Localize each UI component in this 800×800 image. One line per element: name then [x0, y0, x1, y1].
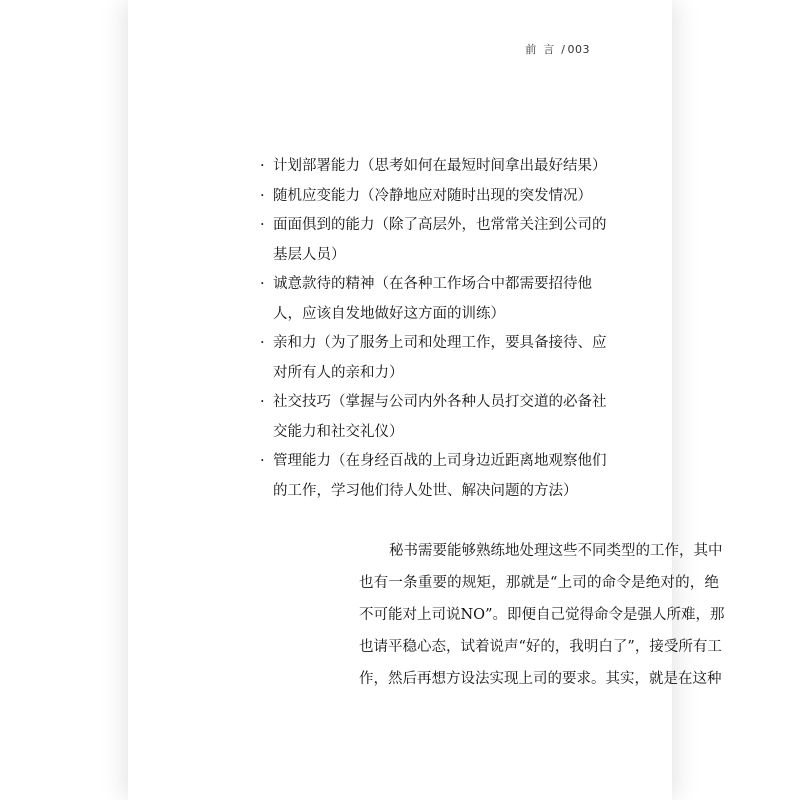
list-item-line: 的工作，学习他们待人处世、解决问题的方法） [273, 482, 578, 499]
list-item-line: 面面俱到的能力（除了高层外，也常常关注到公司的 [273, 217, 607, 233]
paragraph-line: 也有一条重要的规矩，那就是“上司的命令是绝对的，绝 [359, 575, 719, 591]
body-paragraph [359, 535, 725, 695]
bullet-marker: · [260, 276, 265, 292]
list-item [258, 447, 607, 506]
list-item [258, 388, 607, 447]
bullet-marker: · [260, 394, 265, 410]
list-item-line: 对所有人的亲和力） [273, 364, 404, 381]
list-item-line: 计划部署能力（思考如何在最短时间拿出最好结果） [273, 158, 607, 174]
paragraph-line: 不可能对上司说NO”。即便自己觉得命令是强人所难，那 [359, 607, 725, 623]
running-head [525, 41, 590, 57]
list-item-line: 管理能力（在身经百战的上司身边近距离地观察他们 [273, 453, 607, 469]
running-head-section: 前言 [525, 43, 562, 56]
list-item [258, 270, 592, 329]
bullet-marker: · [260, 217, 265, 233]
paragraph-line: 秘书需要能够熟练地处理这些不同类型的工作，其中 [389, 543, 723, 559]
book-page [128, 0, 725, 800]
list-item [258, 182, 592, 212]
list-item [258, 152, 607, 182]
list-item-line: 基层人员） [273, 246, 346, 263]
list-item [258, 211, 607, 270]
list-item-line: 社交技巧（掌握与公司内外各种人员打交道的必备社 [273, 394, 607, 410]
list-item [258, 329, 607, 388]
bullet-marker: · [260, 335, 265, 351]
list-item-line: 诚意款待的精神（在各种工作场合中都需要招待他 [273, 276, 592, 292]
skill-list [258, 152, 607, 506]
list-item-line: 亲和力（为了服务上司和处理工作，要具备接待、应 [273, 335, 607, 351]
bullet-marker: · [260, 453, 265, 469]
bullet-marker: · [260, 158, 265, 174]
paragraph-line: 也请平稳心态，试着说声“好的，我明白了”，接受所有工 [359, 639, 722, 655]
list-item-line: 随机应变能力（冷静地应对随时出现的突发情况） [273, 187, 592, 204]
running-head-separator: / [561, 43, 566, 56]
bullet-marker: · [260, 187, 265, 204]
page-number: 003 [567, 43, 590, 56]
paragraph-line: 作，然后再想方设法实现上司的要求。其实，就是在这种 [359, 671, 722, 687]
list-item-line: 人，应该自发地做好这方面的训练） [273, 305, 505, 322]
list-item-line: 交能力和社交礼仪） [273, 423, 404, 440]
